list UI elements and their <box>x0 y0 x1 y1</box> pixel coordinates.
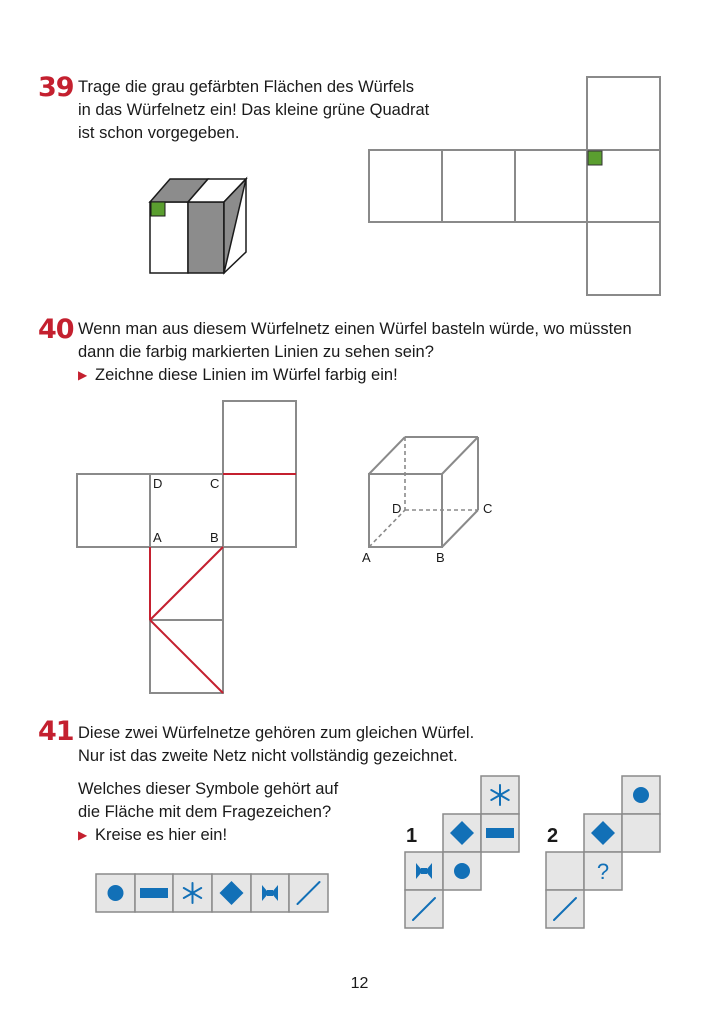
task-40-line-2: dann die farbig markierten Linien zu sehen sein? <box>78 343 434 361</box>
net-1 <box>405 776 519 928</box>
task-39-net <box>369 77 660 295</box>
circle-icon <box>633 787 649 803</box>
task-41-number: 41 <box>38 716 74 747</box>
cube-label-d: D <box>392 501 402 516</box>
green-square <box>588 151 602 165</box>
arrow-right-icon: ▶ <box>78 828 88 842</box>
answer-slash[interactable] <box>289 874 328 912</box>
arrow-right-icon: ▶ <box>78 368 88 382</box>
task-40-instruction: ▶ Zeichne diese Linien im Würfel farbig ein! <box>78 364 632 387</box>
task-40-line-1: Wenn man aus diesem Würfelnetz einen Würfel basteln würde, wo müssten <box>78 320 632 338</box>
task-39-line-3: ist schon vorgegeben. <box>78 124 240 142</box>
answer-bar[interactable] <box>135 874 173 912</box>
net-label-b: B <box>210 530 219 545</box>
answer-bowtie[interactable] <box>251 874 289 912</box>
task-40-net <box>77 401 296 693</box>
question-mark: ? <box>596 859 610 884</box>
task-39-number: 39 <box>38 72 74 103</box>
page-number: 12 <box>350 975 369 992</box>
cube-label-b: B <box>436 550 445 565</box>
task-41-line-2: Nur ist das zweite Netz nicht vollständig gezeichnet. <box>78 747 458 765</box>
task-41-question-line-2: die Fläche mit dem Fragezeichen? <box>78 803 332 821</box>
bar-icon <box>486 828 514 838</box>
circle-icon <box>108 885 124 901</box>
task-41-line-1: Diese zwei Würfelnetze gehören zum gleichen Würfel. <box>78 724 475 742</box>
net-label-a: A <box>153 530 162 545</box>
answer-diamond[interactable] <box>212 874 251 912</box>
bar-icon <box>140 888 168 898</box>
answer-circle[interactable] <box>96 874 135 912</box>
net-2-label: 2 <box>547 825 559 847</box>
answer-asterisk[interactable] <box>173 874 212 912</box>
task-39-cube <box>150 179 246 273</box>
answer-symbol-row <box>96 874 328 912</box>
task-41-instruction: ▶ Kreise es hier ein! <box>78 824 338 847</box>
circle-icon <box>454 863 470 879</box>
net-label-d: D <box>153 476 163 491</box>
task-39-line-2: in das Würfelnetz ein! Das kleine grüne Quadrat <box>78 101 430 119</box>
net-1-label: 1 <box>406 825 418 847</box>
net-2 <box>546 776 660 928</box>
task-40-number: 40 <box>38 314 74 345</box>
cube-label-a: A <box>362 550 371 565</box>
cube-label-c: C <box>483 501 493 516</box>
task-41-question-line-1: Welches dieser Symbole gehört auf <box>78 780 339 798</box>
net-label-c: C <box>210 476 220 491</box>
task-39-line-1: Trage die grau gefärbten Flächen des Würfels <box>78 78 414 96</box>
